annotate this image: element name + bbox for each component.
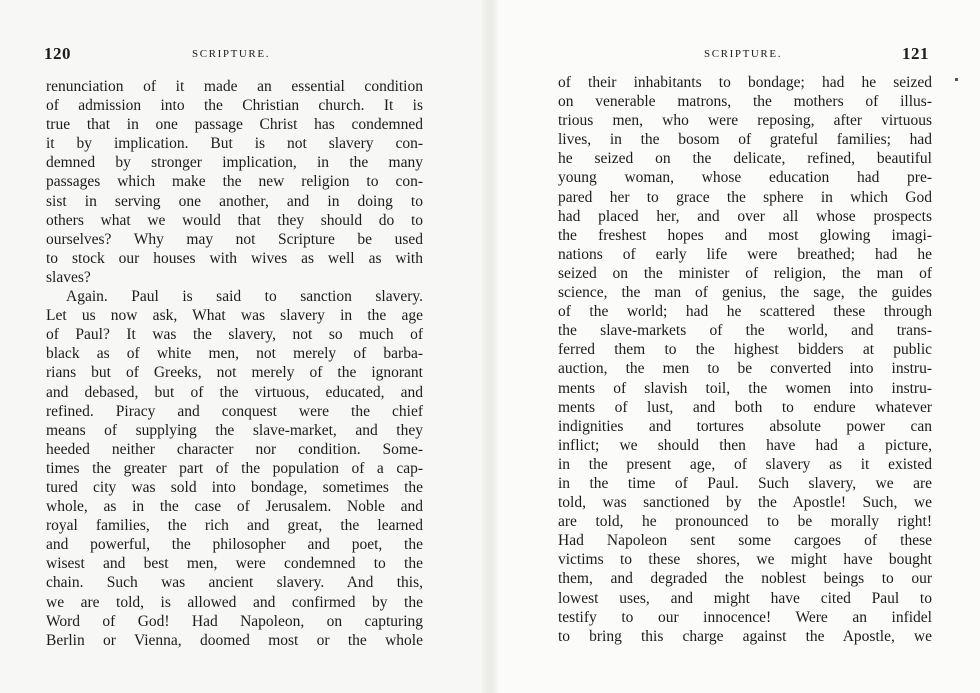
- text-line: Had Napoleon sent some cargoes of these: [558, 532, 932, 550]
- text-line: testify to our innocence! Were an infidel: [558, 608, 932, 626]
- text-line: ferred them to the highest bidders at public: [558, 341, 932, 359]
- text-line: lowest uses, and might have cited Paul to: [558, 589, 932, 607]
- text-line: told, was sanctioned by the Apostle! Such, we: [558, 494, 932, 512]
- text-line: lives, in the bosom of grateful families; had: [558, 131, 932, 149]
- text-line: black as of white men, not merely of barba-: [46, 345, 423, 363]
- text-line: them, and degraded the noblest beings to our: [558, 570, 932, 588]
- text-line: refined. Piracy and conquest were the chief: [46, 402, 423, 420]
- text-line: and debased, but of the virtuous, educated, and: [46, 383, 423, 401]
- text-line: the slave-markets of the world, and trans-: [558, 322, 932, 340]
- text-line: he seized on the delicate, refined, beautiful: [558, 150, 932, 168]
- text-line: young woman, whose education had pre-: [558, 169, 932, 187]
- text-line: are told, he pronounced to be morally right!: [558, 513, 932, 531]
- text-line: nations of early life were breathed; had he: [558, 245, 932, 263]
- left-page-text: [46, 77, 423, 650]
- text-line: means of supplying the slave-market, and they: [46, 421, 423, 439]
- text-line: true that in one passage Christ has condemned: [46, 116, 423, 134]
- text-line: to stock our houses with wives as well as with: [46, 249, 423, 267]
- text-line: slaves?: [46, 268, 91, 286]
- text-line: sist in serving one another, and in doing to: [46, 192, 423, 210]
- text-line: the freshest hopes and most glowing imagi-: [558, 226, 932, 244]
- text-line: and powerful, the philosopher and poet, the: [46, 536, 423, 554]
- text-line: ments of slavish toil, the women into instru-: [558, 379, 932, 397]
- margin-speck: [955, 78, 958, 81]
- text-line: trious men, who were reposing, after virtuous: [558, 112, 932, 130]
- text-line: Word of God! Had Napoleon, on capturing: [46, 612, 423, 630]
- text-line: rians but of Greeks, not merely of the ignorant: [46, 364, 423, 382]
- text-line: indignities and tortures absolute power can: [558, 417, 932, 435]
- page-number-right: 121: [902, 44, 929, 63]
- text-line: Berlin or Vienna, doomed most or the whole: [46, 631, 423, 649]
- text-line: tured city was sold into bondage, sometimes the: [46, 478, 423, 496]
- text-line: others what we would that they should do to: [46, 211, 423, 229]
- text-line: had placed her, and over all whose prospects: [558, 207, 932, 225]
- text-line: of Paul? It was the slavery, not so much of: [46, 326, 423, 344]
- text-line: royal families, the rich and great, the learned: [46, 517, 423, 535]
- text-line: pared her to grace the sphere in which God: [558, 188, 932, 206]
- text-line: to bring this charge against the Apostle, we: [558, 627, 932, 645]
- text-line: on venerable matrons, the mothers of illus-: [558, 93, 932, 111]
- text-line: we are told, is allowed and confirmed by the: [46, 593, 423, 611]
- book-gutter: [482, 0, 498, 693]
- text-line: times the greater part of the population of a cap-: [46, 459, 423, 477]
- text-line: in the time of Paul. Such slavery, we are: [558, 474, 932, 492]
- text-line: of admission into the Christian church. It is: [46, 97, 423, 115]
- running-head-right: SCRIPTURE.: [704, 48, 783, 60]
- text-line: chain. Such was ancient slavery. And this,: [46, 574, 423, 592]
- text-line: victims to these shores, we might have bought: [558, 551, 932, 569]
- text-line: heeded neither character nor condition. Some-: [46, 440, 423, 458]
- page-number-left: 120: [44, 44, 71, 63]
- text-line: science, the man of genius, the sage, the guides: [558, 284, 932, 302]
- text-line: of the world; had he scattered these through: [558, 303, 932, 321]
- text-line: auction, the men to be converted into instru-: [558, 360, 932, 378]
- text-line: it by implication. But is not slavery con-: [46, 135, 423, 153]
- text-line: demned by stronger implication, in the many: [46, 154, 423, 172]
- text-line: renunciation of it made an essential condition: [46, 78, 423, 95]
- text-line: Again. Paul is said to sanction slavery.: [66, 288, 423, 306]
- text-line: wisest and best men, were condemned to the: [46, 555, 423, 573]
- text-line: seized on the minister of religion, the man of: [558, 264, 932, 282]
- text-line: of their inhabitants to bondage; had he seized: [558, 74, 932, 91]
- text-line: whole, as in the case of Jerusalem. Noble and: [46, 498, 423, 516]
- text-line: ourselves? Why may not Scripture be used: [46, 230, 423, 248]
- running-head-left: SCRIPTURE.: [192, 48, 271, 60]
- right-page-text: [558, 73, 932, 646]
- text-line: in the present age, of slavery as it existed: [558, 455, 932, 473]
- text-line: ments of lust, and both to endure whatever: [558, 398, 932, 416]
- text-line: inflict; we should then have had a picture,: [558, 436, 932, 454]
- text-line: Let us now ask, What was slavery in the age: [46, 307, 423, 325]
- text-line: passages which make the new religion to con-: [46, 173, 423, 191]
